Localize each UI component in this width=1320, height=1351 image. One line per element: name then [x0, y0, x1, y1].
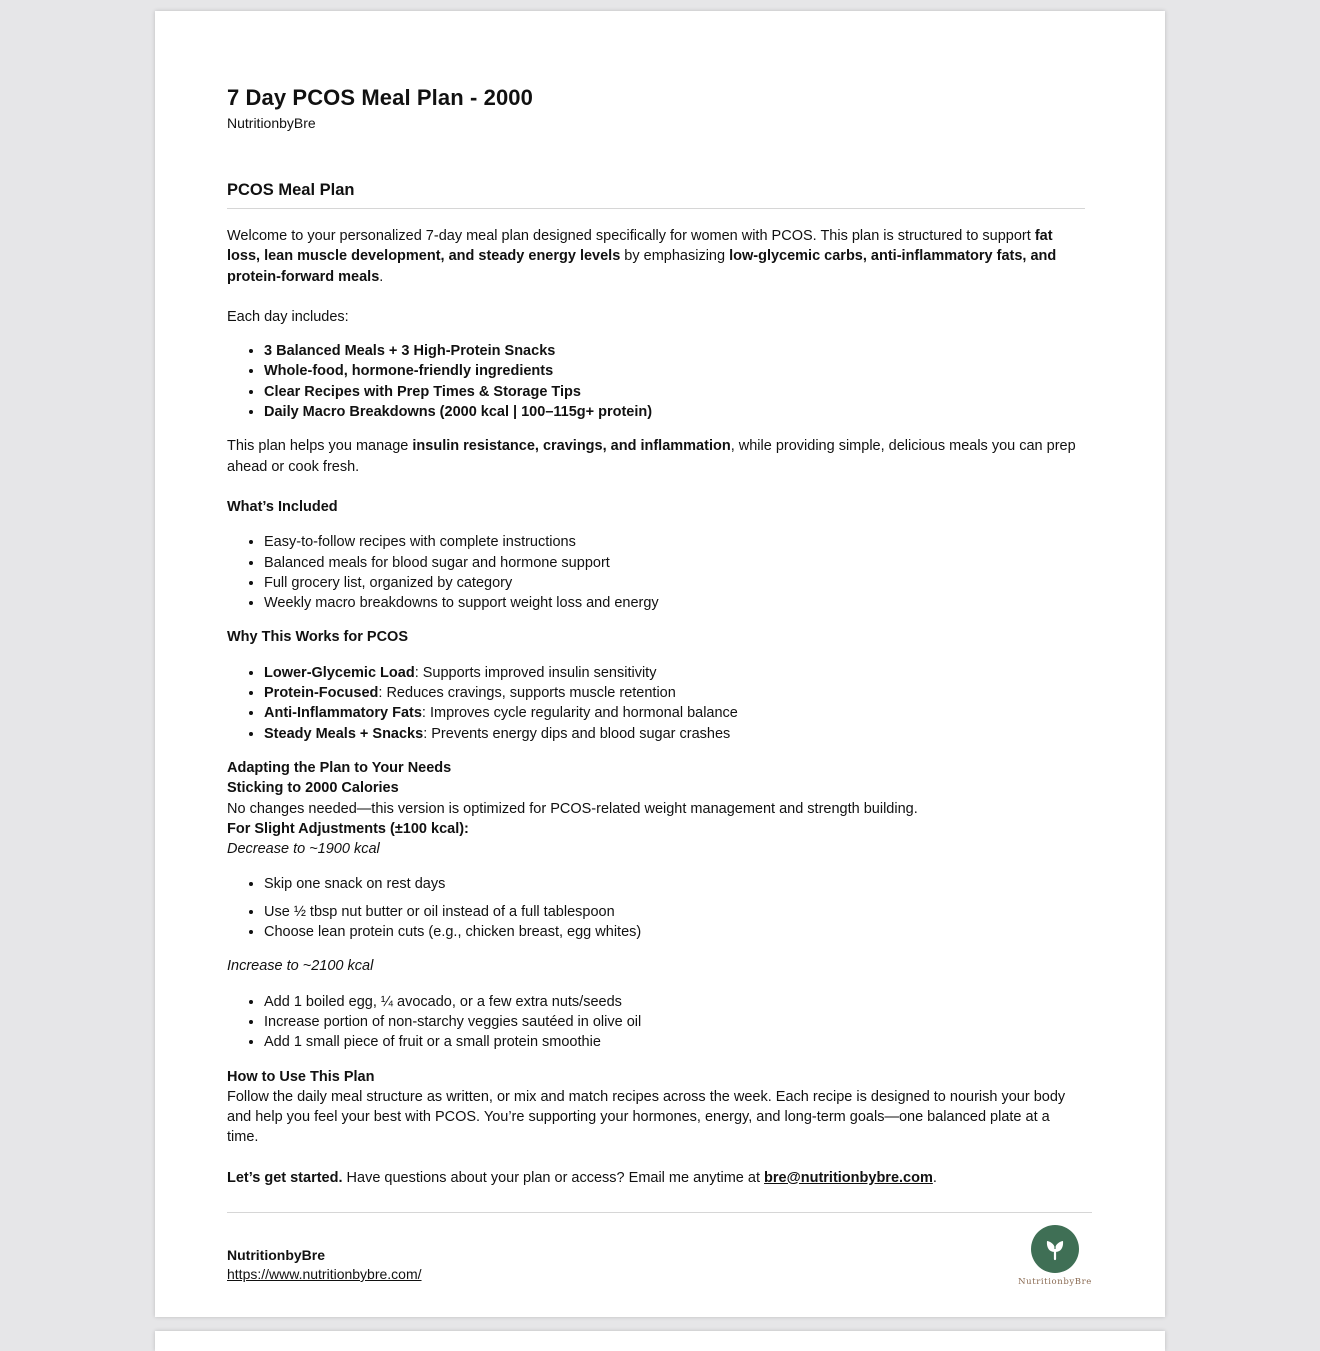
includes-label: Each day includes: [227, 308, 349, 325]
list-item: • Add 1 boiled egg, ¼ avocado, or a few extra nuts/seeds [264, 992, 1085, 1012]
document-page [155, 11, 1165, 1317]
next-page-edge [155, 1331, 1165, 1351]
list-item: • Increase portion of non-starchy veggies sautéed in olive oil [264, 1012, 1085, 1032]
document-title: 7 Day PCOS Meal Plan - 2000 [227, 85, 533, 110]
adapting-heading: Adapting the Plan to Your Needs [227, 759, 452, 776]
how-to-heading: How to Use This Plan [227, 1068, 375, 1085]
footer-divider [227, 1212, 1092, 1213]
list-item: • Lower-Glycemic Load: Supports improved insulin sensitivity [264, 663, 1085, 683]
list-item: • Skip one snack on rest days [264, 874, 1085, 894]
list-item: • Add 1 small piece of fruit or a small protein smoothie [264, 1032, 1085, 1052]
includes-list [227, 341, 1085, 422]
insulin-paragraph: This plan helps you manage insulin resistance, cravings, and inflammation, while providing simple, delicious meals you can prep ahead or cook fresh. [227, 438, 1076, 475]
sticking-subheading: Sticking to 2000 Calories [227, 780, 399, 797]
closing-paragraph: Let’s get started. Have questions about your plan or access? Email me anytime at bre@nutritionbybre.com. [227, 1169, 937, 1186]
whats-included-heading: What’s Included [227, 498, 338, 515]
list-item: • Full grocery list, organized by category [264, 573, 1085, 593]
list-item: • Protein-Focused: Reduces cravings, supports muscle retention [264, 683, 1085, 703]
email-link[interactable]: bre@nutritionbybre.com [764, 1169, 933, 1186]
section-title: PCOS Meal Plan [227, 181, 355, 199]
whats-included-list [227, 532, 1085, 613]
list-item: • Balanced meals for blood sugar and hormone support [264, 553, 1085, 573]
list-item: • Use ½ tbsp nut butter or oil instead of a full tablespoon [264, 902, 1085, 922]
section-divider [227, 208, 1085, 209]
list-item: • Choose lean protein cuts (e.g., chicken breast, egg whites) [264, 922, 1085, 942]
footer-brand-name: NutritionbyBre [227, 1247, 325, 1263]
list-item: • Anti-Inflammatory Fats: Improves cycle regularity and hormonal balance [264, 703, 1085, 723]
intro-paragraph: Welcome to your personalized 7-day meal plan designed specifically for women with PCOS. This plan is structured to support fat loss, lean muscle development, and steady energy levels by emphasizing low-glycemic carbs, anti-inflammatory fats, and protein-forward meals. [227, 228, 1057, 285]
list-item: • Steady Meals + Snacks: Prevents energy dips and blood sugar crashes [264, 724, 1085, 744]
list-item: • 3 Balanced Meals + 3 High-Protein Snacks [264, 341, 1085, 361]
increase-list [227, 992, 1085, 1053]
decrease-list [227, 874, 1085, 942]
increase-label: Increase to ~2100 kcal [227, 958, 374, 975]
how-to-text: Follow the daily meal structure as written, or mix and match recipes across the week. Each recipe is designed to nourish your body and help you feel your best with PCOS. You’re supporting your hormones, energy, and long-term goals—one balanced plate at a time. [227, 1088, 1066, 1146]
list-item: • Whole-food, hormone-friendly ingredients [264, 361, 1085, 381]
leaf-logo-icon [1031, 1225, 1079, 1273]
list-item: • Clear Recipes with Prep Times & Storage Tips [264, 382, 1085, 402]
footer-website-link[interactable]: https://www.nutritionbybre.com/ [227, 1266, 422, 1282]
logo-wordmark: NutritionbyBre [1018, 1277, 1092, 1287]
list-item: • Daily Macro Breakdowns (2000 kcal | 100–115g+ protein) [264, 402, 1085, 422]
adjustments-subheading: For Slight Adjustments (±100 kcal): [227, 820, 469, 837]
list-item: • Weekly macro breakdowns to support weight loss and energy [264, 593, 1085, 613]
why-works-heading: Why This Works for PCOS [227, 629, 409, 646]
brand-logo [1010, 1225, 1100, 1287]
sticking-text: No changes needed—this version is optimized for PCOS-related weight management and strength building. [227, 800, 918, 817]
decrease-label: Decrease to ~1900 kcal [227, 841, 380, 858]
why-works-list [227, 663, 1085, 744]
document-body [227, 226, 1085, 1188]
document-subtitle: NutritionbyBre [227, 115, 316, 131]
list-item: • Easy-to-follow recipes with complete instructions [264, 532, 1085, 552]
